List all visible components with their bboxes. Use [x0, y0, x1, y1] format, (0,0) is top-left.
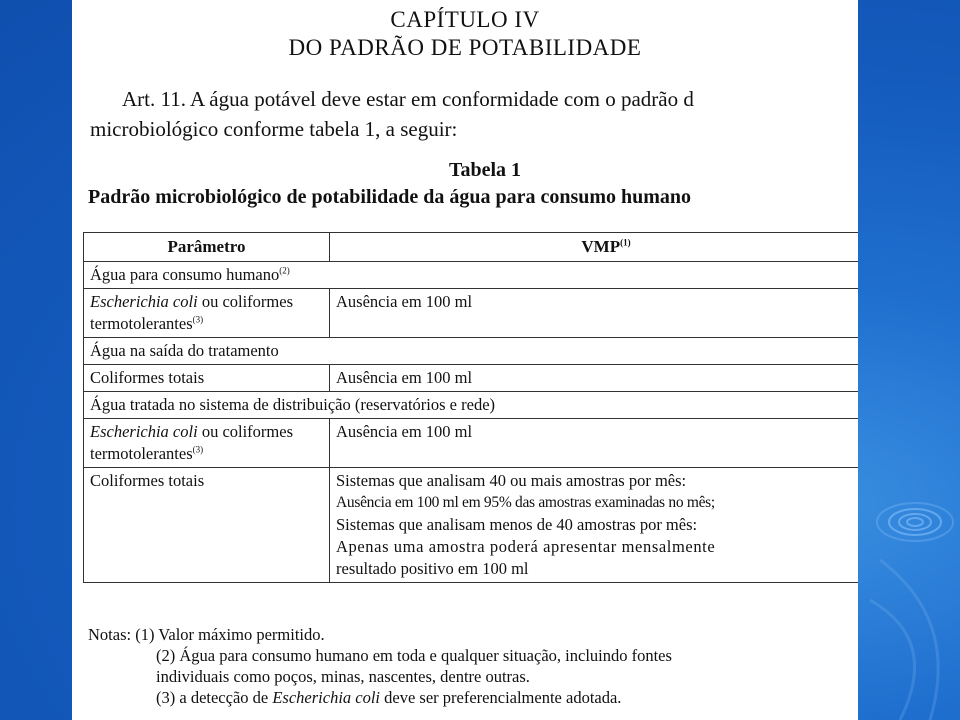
vmp-cell: Ausência em 100 ml [330, 289, 859, 338]
section-label: Água tratada no sistema de distribuição (reservatórios e rede) [84, 392, 859, 419]
table-notes [88, 624, 672, 708]
table-row [84, 419, 859, 468]
table-row [84, 365, 859, 392]
table-title: Tabela 1 [448, 159, 522, 181]
article-line-1: Art. 11. A água potável deve estar em conformidade com o padrão d [122, 87, 694, 111]
parameter-cell: Escherichia coli ou coliformes termotolerantes$^{(3)}$ [84, 419, 330, 468]
table-caption: Padrão microbiológico de potabilidade da água para consumo humano [88, 186, 692, 208]
section-label: Água para consumo humano [90, 265, 280, 284]
chapter-subtitle: DO PADRÃO DE POTABILIDADE [288, 35, 642, 60]
note-3: (3) a detecção de Escherichia coli deve ser preferencialmente adotada. [156, 688, 622, 707]
note-2-line-1: (2) Água para consumo humano em toda e qualquer situação, incluindo fontes [156, 646, 672, 665]
vmp-cell: Ausência em 100 ml [330, 365, 859, 392]
header-parameter: Parâmetro [84, 233, 330, 262]
table-row [84, 289, 859, 338]
parameter-cell: Coliformes totais [84, 365, 330, 392]
header-vmp: VMP$^{(1)}$ [330, 233, 859, 262]
potability-table [83, 232, 858, 583]
table-row [84, 468, 859, 583]
section-label: Água na saída do tratamento [84, 338, 859, 365]
notes-label: Notas: [88, 625, 132, 644]
article-line-2: microbiológico conforme tabela 1, a seguir: [90, 117, 458, 141]
note-2-line-2: individuais como poços, minas, nascentes, dentre outras. [156, 667, 530, 686]
chapter-title: CAPÍTULO IV [390, 7, 540, 32]
note-1: (1) Valor máximo permitido. [135, 625, 325, 644]
vmp-cell: Sistemas que analisam 40 ou mais amostras por mês: Ausência em 100 ml em 95% das amostras examinadas no mês; Sistemas que analisam menos de 40 amostras por mês: Apenas uma amostra poderá apresentar mensalmente resultado positivo em 100 ml [330, 468, 859, 583]
table-section-row: Água para consumo humano$^{(2)}$ [84, 262, 859, 289]
table-header-row [84, 233, 859, 262]
table-section-row [84, 392, 859, 419]
parameter-cell: Coliformes totais [84, 468, 330, 583]
vmp-cell: Ausência em 100 ml [330, 419, 859, 468]
document-page [72, 0, 858, 720]
parameter-cell: Escherichia coli ou coliformes termotolerantes$^{(3)}$ [84, 289, 330, 338]
table-section-row [84, 338, 859, 365]
